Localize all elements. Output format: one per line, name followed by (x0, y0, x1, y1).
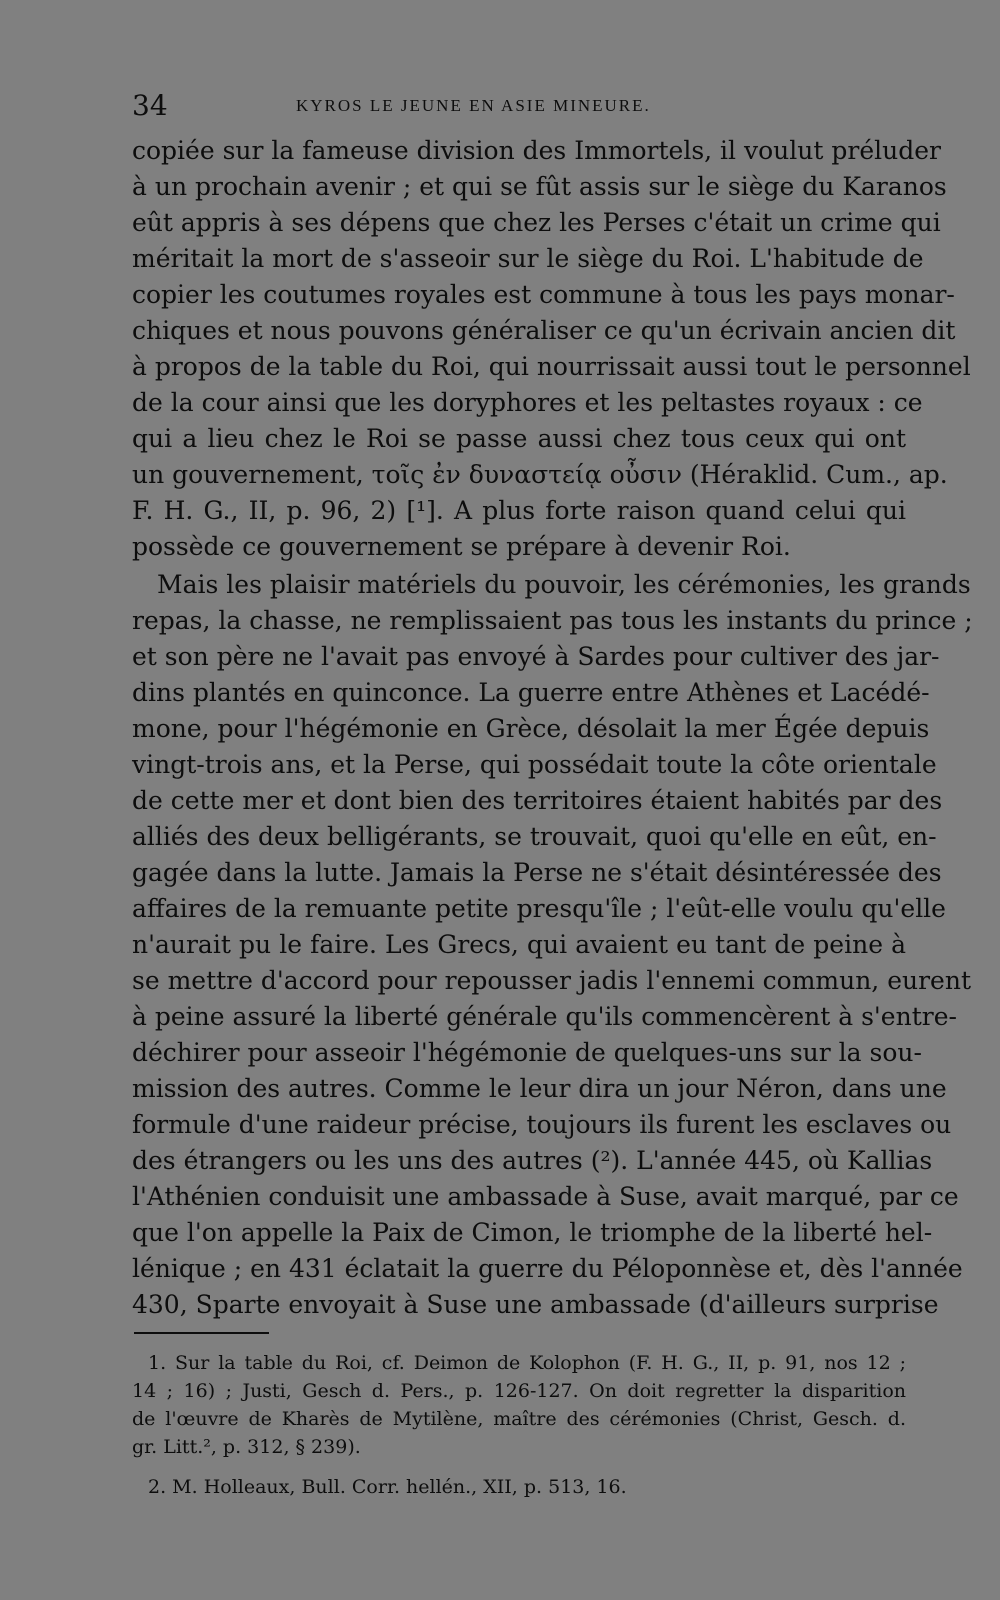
body-line: se mettre d'accord pour repousser jadis l'ennemi commun, eurent (132, 966, 971, 995)
body-line: vingt-trois ans, et la Perse, qui possédait toute la côte orientale (132, 750, 937, 779)
page-number: 34 (132, 89, 168, 122)
body-line: un gouvernement, τοῖς ἐν δυναστείᾳ οὖσιν (Héraklid. Cum., ap. (132, 460, 948, 489)
body-line: à un prochain avenir ; et qui se fût assis sur le siège du Karanos (132, 172, 947, 201)
body-line: dins plantés en quinconce. La guerre entre Athènes et Lacédé- (132, 678, 930, 707)
body-line: déchirer pour asseoir l'hégémonie de quelques-uns sur la sou- (132, 1038, 922, 1067)
footnote-line: 1. Sur la table du Roi, cf. Deimon de Kolophon (F. H. G., II, p. 91, nos 12 ; (148, 1352, 906, 1374)
body-line: mone, pour l'hégémonie en Grèce, désolait la mer Égée depuis (132, 714, 930, 743)
body-line: formule d'une raideur précise, toujours ils furent les esclaves ou (132, 1110, 952, 1139)
footnote-line: 2. M. Holleaux, Bull. Corr. hellén., XII, p. 513, 16. (148, 1476, 627, 1498)
body-line: alliés des deux belligérants, se trouvait, quoi qu'elle en eût, en- (132, 822, 937, 851)
body-line: repas, la chasse, ne remplissaient pas tous les instants du prince ; (132, 606, 973, 635)
body-line: copier les coutumes royales est commune à tous les pays monar- (132, 280, 955, 309)
footnote-line: gr. Litt.², p. 312, § 239). (132, 1436, 361, 1458)
body-line: lénique ; en 431 éclatait la guerre du Péloponnèse et, dès l'année (132, 1254, 963, 1283)
body-line: gagée dans la lutte. Jamais la Perse ne s'était désintéressée des (132, 858, 942, 887)
body-line: eût appris à ses dépens que chez les Perses c'était un crime qui (132, 208, 941, 237)
body-line: possède ce gouvernement se prépare à devenir Roi. (132, 532, 791, 561)
body-line: qui a lieu chez le Roi se passe aussi chez tous ceux qui ont (132, 424, 906, 453)
footnote-line: 14 ; 16) ; Justi, Gesch d. Pers., p. 126-127. On doit regretter la disparition (132, 1380, 906, 1402)
body-line: 430, Sparte envoyait à Suse une ambassade (d'ailleurs surprise (132, 1290, 939, 1319)
body-line: Mais les plaisir matériels du pouvoir, les cérémonies, les grands (157, 570, 971, 599)
body-line: l'Athénien conduisit une ambassade à Suse, avait marqué, par ce (132, 1182, 959, 1211)
body-line: à peine assuré la liberté générale qu'ils commencèrent à s'entre- (132, 1002, 957, 1031)
body-line: mission des autres. Comme le leur dira un jour Néron, dans une (132, 1074, 947, 1103)
body-line: affaires de la remuante petite presqu'île ; l'eût-elle voulu qu'elle (132, 894, 946, 923)
body-line: à propos de la table du Roi, qui nourrissait aussi tout le personnel (132, 352, 971, 381)
body-line: copiée sur la fameuse division des Immortels, il voulut préluder (132, 136, 941, 165)
body-line: de la cour ainsi que les doryphores et les peltastes royaux : ce (132, 388, 923, 417)
body-line: n'aurait pu le faire. Les Grecs, qui avaient eu tant de peine à (132, 930, 906, 959)
body-line: que l'on appelle la Paix de Cimon, le triomphe de la liberté hel- (132, 1218, 933, 1247)
footnote-line: de l'œuvre de Kharès de Mytilène, maître des cérémonies (Christ, Gesch. d. (132, 1408, 906, 1430)
body-line: et son père ne l'avait pas envoyé à Sardes pour cultiver des jar- (132, 642, 940, 671)
body-line: des étrangers ou les uns des autres (²). L'année 445, où Kallias (132, 1146, 933, 1175)
body-line: de cette mer et dont bien des territoires étaient habités par des (132, 786, 943, 815)
body-line: F. H. G., II, p. 96, 2) [¹]. A plus forte raison quand celui qui (132, 496, 906, 525)
running-head (132, 86, 912, 126)
footnote-rule (134, 1332, 269, 1334)
running-title: KYROS LE JEUNE EN ASIE MINEURE. (296, 96, 651, 115)
body-line: chiques et nous pouvons généraliser ce qu'un écrivain ancien dit (132, 316, 956, 345)
body-line: méritait la mort de s'asseoir sur le siège du Roi. L'habitude de (132, 244, 924, 273)
